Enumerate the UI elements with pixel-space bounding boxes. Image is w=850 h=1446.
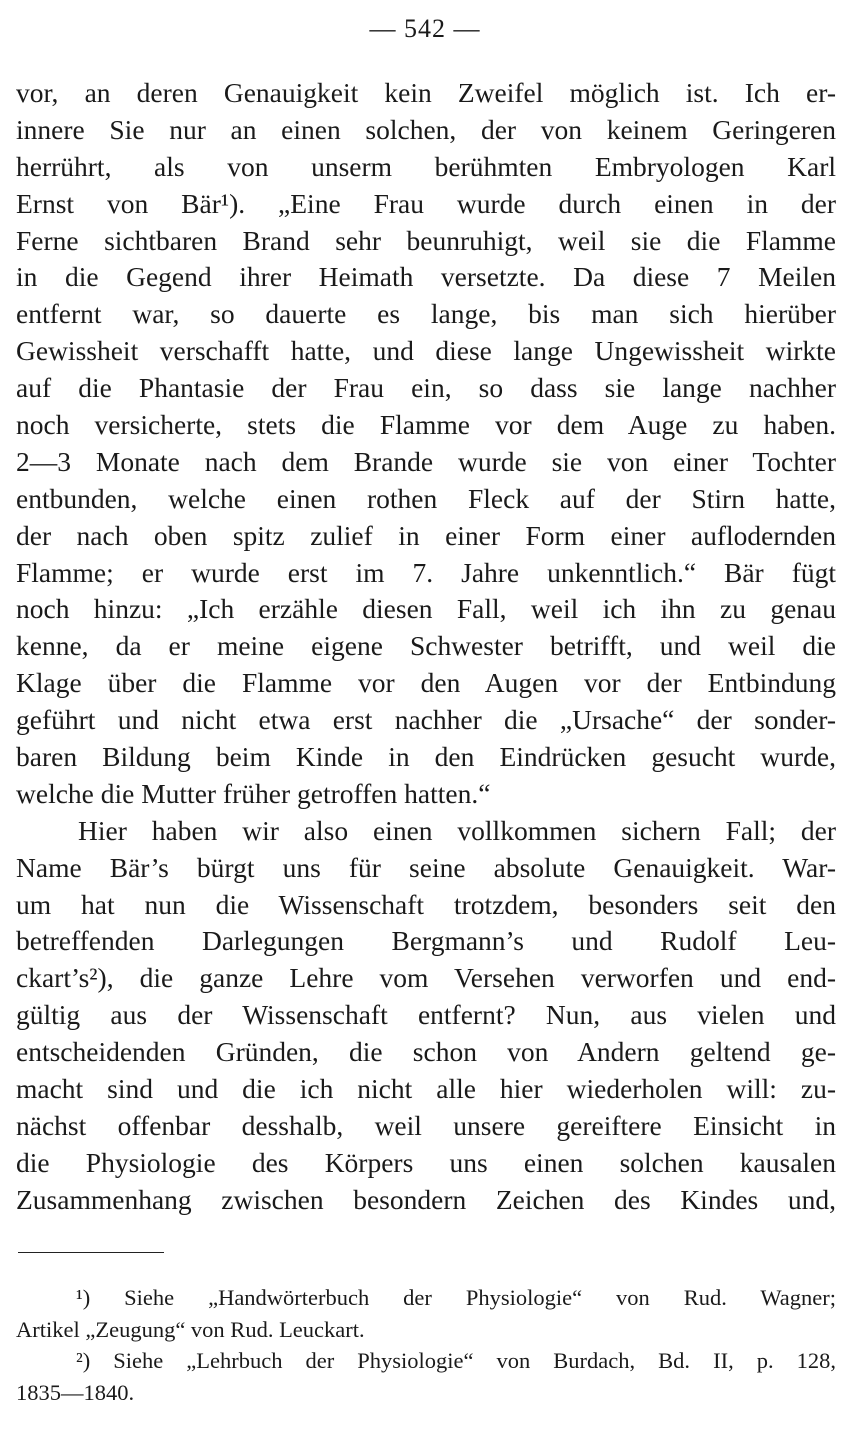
footnote-line: ²) Siehe „Lehrbuch der Physiologie“ von Burdach, Bd. II, p. 128, [76, 1348, 836, 1373]
body-text [16, 75, 836, 1219]
text-line: entbunden, welche einen rothen Fleck auf der Stirn hatte, [16, 482, 836, 514]
text-line: Gewissheit verschafft hatte, und diese lange Ungewissheit wirkte [16, 335, 836, 367]
text-line: Name Bär’s bürgt uns für seine absolute Genauigkeit. War- [16, 851, 836, 883]
text-line: Zusammenhang zwischen besondern Zeichen des Kindes und, [16, 1183, 836, 1215]
text-line: macht sind und die ich nicht alle hier wiederholen will: zu- [16, 1073, 836, 1105]
text-line: der nach oben spitz zulief in einer Form einer auflodernden [16, 519, 836, 551]
text-line: in die Gegend ihrer Heimath versetzte. Da diese 7 Meilen [16, 261, 836, 293]
footnote-line: ¹) Siehe „Handwörterbuch der Physiologie“ von Rud. Wagner; [76, 1285, 836, 1310]
text-line: innere Sie nur an einen solchen, der von keinem Geringeren [16, 113, 836, 145]
text-line: herrührt, als von unserm berühmten Embryologen Karl [16, 150, 836, 182]
page-number: — 542 — [369, 14, 481, 43]
text-line: geführt und nicht etwa erst nachher die „Ursache“ der sonder- [16, 704, 836, 736]
text-line: baren Bildung beim Kinde in den Eindrücken gesucht wurde, [16, 741, 836, 773]
text-line: auf die Phantasie der Frau ein, so dass sie lange nachher [16, 372, 836, 404]
text-line: Klage über die Flamme vor den Augen vor der Entbindung [16, 667, 836, 699]
text-line: Ferne sichtbaren Brand sehr beunruhigt, weil sie die Flamme [16, 224, 836, 256]
footnote-line: Artikel „Zeugung“ von Rud. Leuckart. [16, 1316, 365, 1342]
text-line: betreffenden Darlegungen Bergmann’s und Rudolf Leu- [16, 925, 836, 957]
text-line: ckart’s²), die ganze Lehre vom Versehen verworfen und end- [16, 962, 836, 994]
text-line: noch hinzu: „Ich erzähle diesen Fall, weil ich ihn zu genau [16, 593, 836, 625]
text-line: entfernt war, so dauerte es lange, bis man sich hierüber [16, 298, 836, 330]
text-line: 2—3 Monate nach dem Brande wurde sie von einer Tochter [16, 445, 836, 477]
footnote-separator [18, 1252, 164, 1253]
text-line: kenne, da er meine eigene Schwester betrifft, und weil die [16, 630, 836, 662]
text-line: welche die Mutter früher getroffen hatten.“ [16, 777, 491, 809]
text-line: nächst offenbar desshalb, weil unsere gereiftere Einsicht in [16, 1109, 836, 1141]
text-line: vor, an deren Genauigkeit kein Zweifel möglich ist. Ich er- [16, 77, 836, 108]
text-line: entscheidenden Gründen, die schon von Andern geltend ge- [16, 1036, 836, 1068]
footnote-line: 1835—1840. [16, 1379, 135, 1405]
text-line: um hat nun die Wissenschaft trotzdem, besonders seit den [16, 888, 836, 920]
text-line: gültig aus der Wissenschaft entfernt? Nun, aus vielen und [16, 999, 836, 1031]
footnotes [16, 1282, 836, 1408]
text-line: Ernst von Bär¹). „Eine Frau wurde durch einen in der [16, 187, 836, 219]
text-line: Hier haben wir also einen vollkommen sichern Fall; der [78, 814, 836, 846]
text-line: die Physiologie des Körpers uns einen solchen kausalen [16, 1146, 836, 1178]
text-line: noch versicherte, stets die Flamme vor dem Auge zu haben. [16, 409, 836, 441]
text-line: Flamme; er wurde erst im 7. Jahre unkenntlich.“ Bär fügt [16, 556, 836, 588]
